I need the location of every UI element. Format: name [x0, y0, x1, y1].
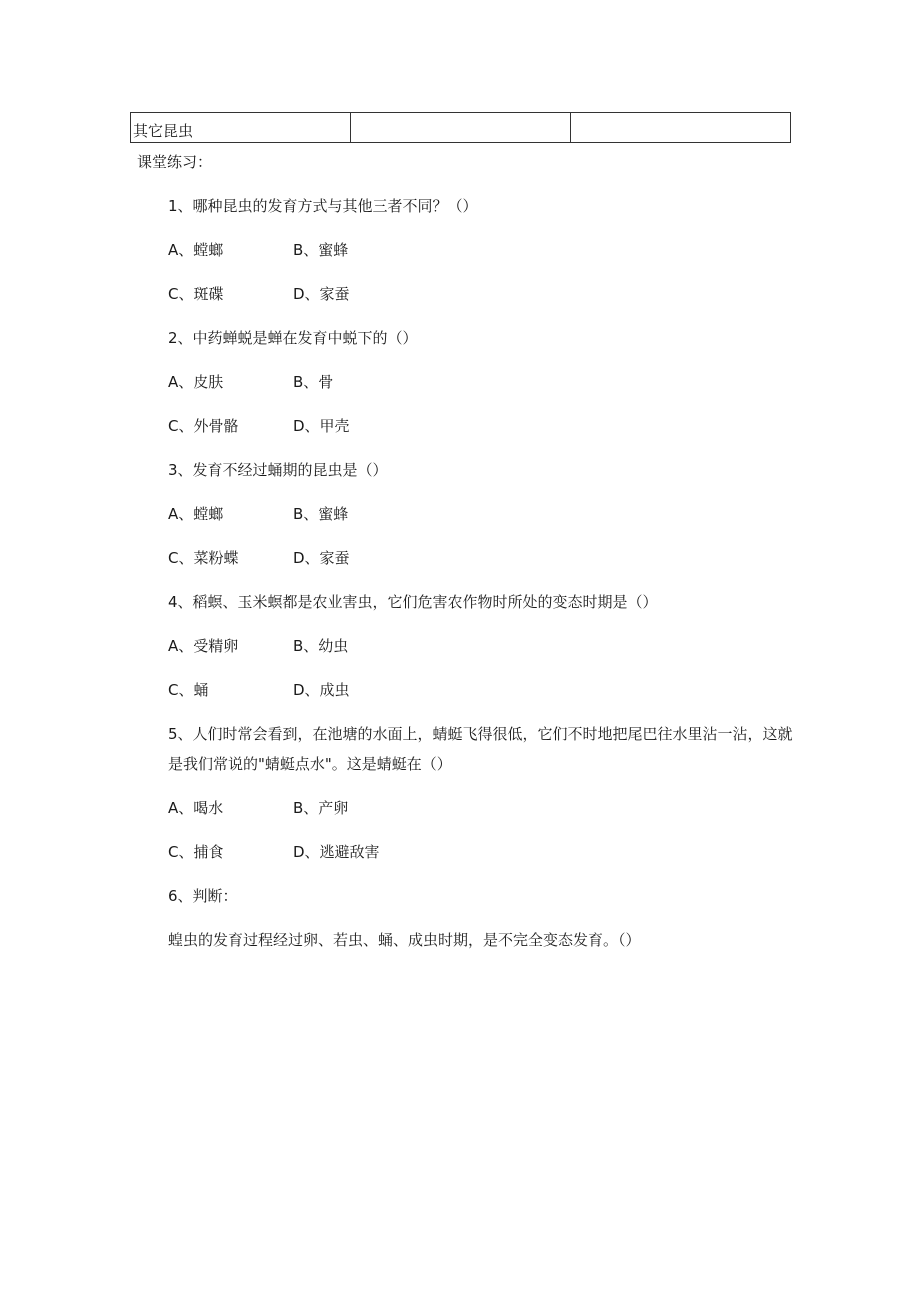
table-row — [131, 113, 791, 143]
q2-option-b: B、骨 — [293, 373, 334, 391]
q4-option-a: A、受精卵 — [168, 637, 239, 655]
question-4: 4、稻螟、玉米螟都是农业害虫，它们危害农作物时所处的变态时期是（） — [168, 593, 658, 611]
q4-option-b: B、幼虫 — [293, 637, 349, 655]
q3-option-c: C、菜粉蝶 — [168, 549, 239, 567]
q5-option-c: C、捕食 — [168, 843, 224, 861]
q1-option-c: C、斑碟 — [168, 285, 224, 303]
q3-option-a: A、螳螂 — [168, 505, 224, 523]
q1-option-a: A、螳螂 — [168, 241, 224, 259]
q3-option-b: B、蜜蜂 — [293, 505, 349, 523]
q4-option-d: D、成虫 — [293, 681, 350, 699]
section-heading: 课堂练习： — [137, 153, 213, 171]
question-1: 1、哪种昆虫的发育方式与其他三者不同？（） — [168, 197, 478, 215]
question-6-statement: 蝗虫的发育过程经过卵、若虫、蛹、成虫时期，是不完全变态发育。（） — [168, 931, 641, 949]
table-cell-empty — [351, 113, 571, 143]
question-2: 2、中药蝉蜕是蝉在发育中蜕下的（） — [168, 329, 418, 347]
q2-option-c: C、外骨骼 — [168, 417, 239, 435]
q2-option-a: A、皮肤 — [168, 373, 224, 391]
q1-option-b: B、蜜蜂 — [293, 241, 349, 259]
insect-table — [130, 112, 791, 143]
question-5: 5、人们时常会看到，在池塘的水面上，蜻蜓飞得很低，它们不时地把尾巴往水里沾一沾，这就是我们常说的"蜻蜓点水"。这是蜻蜓在（） — [168, 725, 793, 773]
q4-option-c: C、蛹 — [168, 681, 209, 699]
q2-option-d: D、甲壳 — [293, 417, 350, 435]
q3-option-d: D、家蚕 — [293, 549, 350, 567]
q5-option-d: D、逃避敌害 — [293, 843, 380, 861]
question-6: 6、判断： — [168, 887, 238, 905]
table-cell-empty — [571, 113, 791, 143]
q5-option-a: A、喝水 — [168, 799, 224, 817]
q5-option-b: B、产卵 — [293, 799, 349, 817]
table-cell-label: 其它昆虫 — [131, 113, 351, 143]
question-3: 3、发育不经过蛹期的昆虫是（） — [168, 461, 388, 479]
q1-option-d: D、家蚕 — [293, 285, 350, 303]
